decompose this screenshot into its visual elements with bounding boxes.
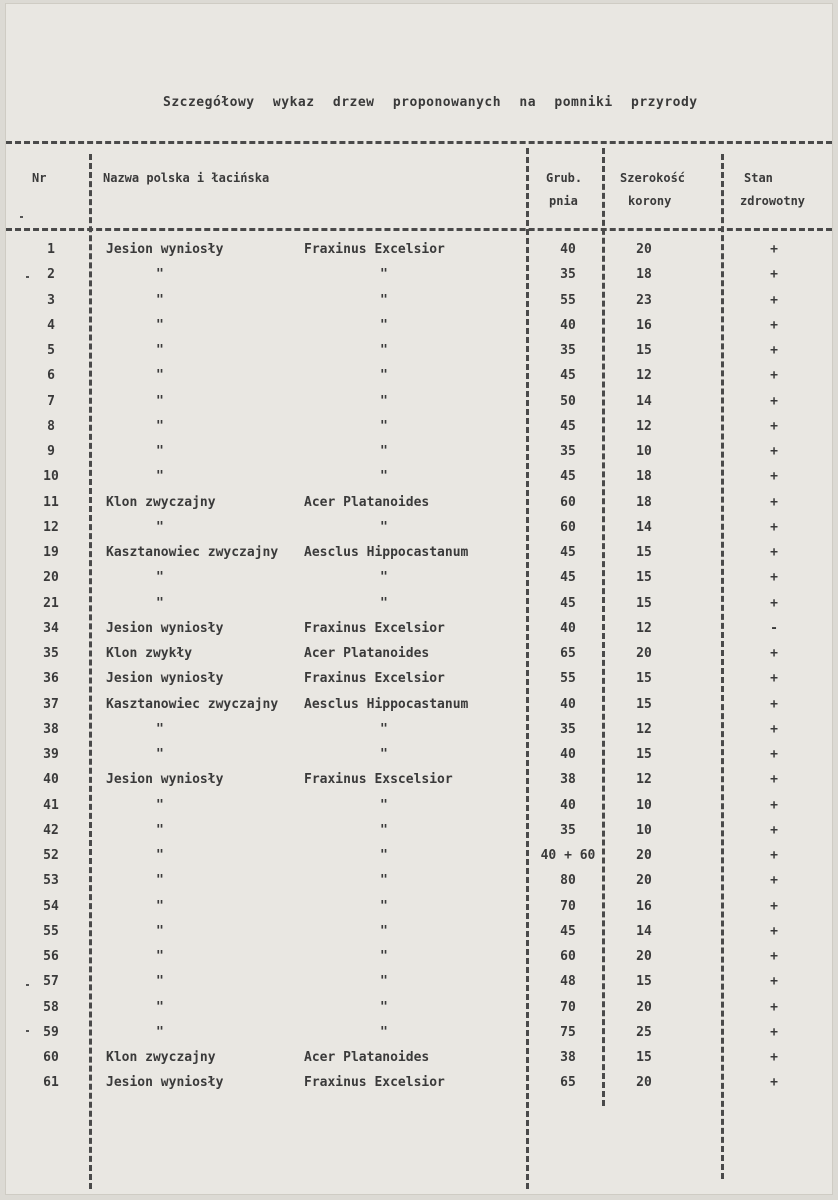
row-latin-name: Fraxinus Exscelsior — [304, 772, 453, 788]
row-polish-name: Klon zwyczajny — [106, 1050, 216, 1065]
row-polish-name: " — [156, 898, 164, 914]
row-polish-name: " — [156, 721, 164, 737]
row-crown-width: 15 — [636, 696, 652, 712]
table-row — [6, 823, 832, 848]
row-trunk-girth: 80 — [560, 873, 576, 889]
row-trunk-girth: 40 + 60 — [540, 848, 596, 863]
row-trunk-girth: 60 — [560, 949, 576, 964]
row-nr: 12 — [43, 519, 59, 535]
row-crown-width: 15 — [636, 747, 652, 762]
row-nr: 7 — [47, 393, 55, 409]
table-row — [6, 1000, 832, 1025]
row-trunk-girth: 45 — [560, 570, 576, 586]
row-nr: 42 — [43, 822, 59, 838]
row-latin-name: " — [380, 848, 388, 863]
table-row — [6, 848, 832, 873]
row-latin-name: " — [380, 469, 388, 485]
row-trunk-girth: 75 — [560, 1024, 576, 1040]
row-nr: 9 — [47, 444, 55, 459]
row-health-status: + — [770, 999, 778, 1015]
header-bottom-rule — [6, 228, 832, 231]
row-trunk-girth: 45 — [560, 545, 576, 560]
row-nr: 38 — [43, 721, 59, 737]
row-latin-name: " — [380, 317, 388, 333]
row-health-status: + — [770, 418, 778, 434]
row-crown-width: 15 — [636, 545, 652, 560]
row-latin-name: " — [380, 974, 388, 990]
table-row — [6, 949, 832, 974]
row-latin-name: " — [380, 595, 388, 611]
row-latin-name: " — [380, 267, 388, 283]
row-health-status: + — [770, 949, 778, 964]
row-nr: 5 — [47, 343, 55, 358]
row-nr: 19 — [43, 545, 59, 560]
row-health-status: - — [770, 620, 778, 636]
row-polish-name: " — [156, 317, 164, 333]
row-nr: 56 — [43, 949, 59, 964]
row-latin-name: " — [380, 393, 388, 409]
table-row — [6, 570, 832, 595]
row-health-status: + — [770, 1024, 778, 1040]
table-row — [6, 772, 832, 797]
row-polish-name: Kasztanowiec zwyczajny — [106, 696, 279, 712]
row-polish-name: " — [156, 292, 164, 308]
row-latin-name: " — [380, 418, 388, 434]
row-nr: 10 — [43, 469, 59, 485]
row-trunk-girth: 50 — [560, 393, 576, 409]
row-nr: 4 — [47, 317, 55, 333]
row-latin-name: " — [380, 343, 388, 358]
row-health-status: + — [770, 772, 778, 788]
row-crown-width: 15 — [636, 671, 652, 687]
row-polish-name: Jesion wyniosły — [106, 1075, 224, 1091]
row-nr: 59 — [43, 1024, 59, 1040]
row-nr: 21 — [43, 595, 59, 611]
row-crown-width: 14 — [636, 393, 652, 409]
table-row — [6, 394, 832, 419]
row-trunk-girth: 40 — [560, 620, 576, 636]
row-latin-name: " — [380, 747, 388, 762]
header-top-rule — [6, 141, 832, 144]
row-trunk-girth: 40 — [560, 696, 576, 712]
row-health-status: + — [770, 797, 778, 813]
row-latin-name: Fraxinus Excelsior — [304, 671, 445, 687]
table-row — [6, 495, 832, 520]
row-crown-width: 15 — [636, 343, 652, 358]
header-grub-line2: pnia — [549, 194, 578, 208]
header-stan-line1: Stan — [744, 171, 773, 185]
row-polish-name: " — [156, 418, 164, 434]
row-latin-name: " — [380, 292, 388, 308]
row-trunk-girth: 45 — [560, 595, 576, 611]
table-row — [6, 621, 832, 646]
table-row — [6, 318, 832, 343]
table-row — [6, 899, 832, 924]
row-nr: 54 — [43, 898, 59, 914]
row-health-status: + — [770, 343, 778, 358]
table-row — [6, 267, 832, 292]
row-health-status: + — [770, 848, 778, 863]
row-latin-name: " — [380, 923, 388, 939]
row-polish-name: Klon zwyczajny — [106, 494, 216, 510]
row-polish-name: " — [156, 747, 164, 762]
row-crown-width: 12 — [636, 368, 652, 384]
header-name: Nazwa polska i łacińska — [103, 171, 270, 185]
row-nr: 52 — [43, 848, 59, 863]
row-crown-width: 25 — [636, 1024, 652, 1040]
table-row — [6, 671, 832, 696]
row-latin-name: " — [380, 570, 388, 586]
row-trunk-girth: 35 — [560, 267, 576, 283]
row-health-status: + — [770, 317, 778, 333]
row-nr: 41 — [43, 797, 59, 813]
row-crown-width: 20 — [636, 646, 652, 661]
row-nr: 11 — [43, 494, 59, 510]
row-polish-name: " — [156, 519, 164, 535]
row-crown-width: 16 — [636, 317, 652, 333]
table-row — [6, 974, 832, 999]
row-polish-name: Klon zwykły — [106, 646, 193, 661]
row-nr: 20 — [43, 570, 59, 586]
row-crown-width: 18 — [636, 494, 652, 510]
row-crown-width: 12 — [636, 418, 652, 434]
row-health-status: + — [770, 570, 778, 586]
row-trunk-girth: 70 — [560, 999, 576, 1015]
row-health-status: + — [770, 898, 778, 914]
row-crown-width: 16 — [636, 898, 652, 914]
row-crown-width: 20 — [636, 242, 652, 257]
row-polish-name: " — [156, 999, 164, 1015]
row-crown-width: 10 — [636, 797, 652, 813]
row-latin-name: " — [380, 822, 388, 838]
row-trunk-girth: 40 — [560, 797, 576, 813]
row-trunk-girth: 60 — [560, 494, 576, 510]
row-nr: 1 — [47, 242, 55, 257]
row-crown-width: 14 — [636, 519, 652, 535]
row-crown-width: 23 — [636, 292, 652, 308]
row-trunk-girth: 48 — [560, 974, 576, 990]
row-latin-name: Acer Platanoides — [304, 1050, 430, 1065]
header-szer-line1: Szerokość — [620, 171, 686, 185]
row-polish-name: " — [156, 393, 164, 409]
row-crown-width: 15 — [636, 595, 652, 611]
row-latin-name: Fraxinus Excelsior — [304, 242, 445, 257]
row-health-status: + — [770, 974, 778, 990]
stray-mark — [26, 276, 29, 278]
stray-mark — [26, 984, 29, 986]
row-crown-width: 15 — [636, 1050, 652, 1065]
row-polish-name: " — [156, 923, 164, 939]
row-trunk-girth: 35 — [560, 822, 576, 838]
row-trunk-girth: 65 — [560, 646, 576, 661]
row-polish-name: Jesion wyniosły — [106, 772, 224, 788]
row-health-status: + — [770, 1075, 778, 1091]
table-row — [6, 1050, 832, 1075]
document-title: Szczegółowy wykaz drzew proponowanych na pomniki przyrody — [163, 95, 698, 110]
row-trunk-girth: 40 — [560, 242, 576, 257]
row-crown-width: 12 — [636, 620, 652, 636]
row-latin-name: " — [380, 444, 388, 459]
row-health-status: + — [770, 494, 778, 510]
row-trunk-girth: 45 — [560, 923, 576, 939]
row-health-status: + — [770, 519, 778, 535]
row-health-status: + — [770, 368, 778, 384]
table-row — [6, 545, 832, 570]
row-nr: 35 — [43, 646, 59, 661]
row-trunk-girth: 60 — [560, 519, 576, 535]
row-trunk-girth: 65 — [560, 1075, 576, 1091]
row-crown-width: 18 — [636, 267, 652, 283]
row-polish-name: " — [156, 368, 164, 384]
row-polish-name: " — [156, 595, 164, 611]
table-row — [6, 368, 832, 393]
row-polish-name: " — [156, 797, 164, 813]
table-row — [6, 242, 832, 267]
row-nr: 40 — [43, 772, 59, 788]
row-nr: 2 — [47, 267, 55, 283]
row-trunk-girth: 35 — [560, 343, 576, 358]
row-latin-name: " — [380, 1024, 388, 1040]
row-crown-width: 10 — [636, 822, 652, 838]
table-row — [6, 722, 832, 747]
row-latin-name: " — [380, 873, 388, 889]
table-row — [6, 747, 832, 772]
table-row — [6, 444, 832, 469]
row-health-status: + — [770, 393, 778, 409]
row-health-status: + — [770, 671, 778, 687]
row-crown-width: 20 — [636, 949, 652, 964]
row-crown-width: 18 — [636, 469, 652, 485]
row-latin-name: Aesclus Hippocastanum — [304, 545, 469, 560]
table-row — [6, 469, 832, 494]
row-health-status: + — [770, 469, 778, 485]
table-row — [6, 293, 832, 318]
row-health-status: + — [770, 822, 778, 838]
row-polish-name: " — [156, 949, 164, 964]
row-health-status: + — [770, 267, 778, 283]
table-row — [6, 343, 832, 368]
table-row — [6, 1075, 832, 1100]
table-row — [6, 873, 832, 898]
row-latin-name: Acer Platanoides — [304, 646, 430, 661]
document-page — [6, 4, 832, 1194]
row-polish-name: " — [156, 848, 164, 863]
row-trunk-girth: 40 — [560, 747, 576, 762]
row-nr: 61 — [43, 1075, 59, 1091]
row-polish-name: " — [156, 873, 164, 889]
row-trunk-girth: 45 — [560, 469, 576, 485]
row-polish-name: " — [156, 822, 164, 838]
row-polish-name: " — [156, 343, 164, 358]
row-latin-name: Aesclus Hippocastanum — [304, 696, 469, 712]
row-polish-name: Jesion wyniosły — [106, 620, 224, 636]
table-row — [6, 520, 832, 545]
row-trunk-girth: 55 — [560, 671, 576, 687]
row-latin-name: Fraxinus Excelsior — [304, 620, 445, 636]
row-trunk-girth: 45 — [560, 418, 576, 434]
row-crown-width: 15 — [636, 974, 652, 990]
stray-mark — [26, 1030, 29, 1032]
header-grub-line1: Grub. — [546, 171, 583, 185]
row-nr: 60 — [43, 1050, 59, 1065]
row-latin-name: " — [380, 721, 388, 737]
table-row — [6, 646, 832, 671]
row-trunk-girth: 35 — [560, 721, 576, 737]
stray-mark — [20, 216, 23, 218]
row-latin-name: " — [380, 519, 388, 535]
row-polish-name: " — [156, 469, 164, 485]
header-stan-line2: zdrowotny — [740, 194, 806, 208]
row-polish-name: " — [156, 1024, 164, 1040]
row-polish-name: " — [156, 974, 164, 990]
row-crown-width: 14 — [636, 923, 652, 939]
row-health-status: + — [770, 646, 778, 661]
row-polish-name: " — [156, 267, 164, 283]
row-health-status: + — [770, 444, 778, 459]
row-health-status: + — [770, 595, 778, 611]
row-health-status: + — [770, 1050, 778, 1065]
row-polish-name: " — [156, 444, 164, 459]
row-health-status: + — [770, 242, 778, 257]
table-row — [6, 596, 832, 621]
header-nr: Nr — [32, 171, 47, 185]
row-nr: 8 — [47, 418, 55, 434]
row-nr: 34 — [43, 620, 59, 636]
row-latin-name: Acer Platanoides — [304, 494, 430, 510]
row-nr: 53 — [43, 873, 59, 889]
row-health-status: + — [770, 721, 778, 737]
table-row — [6, 697, 832, 722]
row-nr: 58 — [43, 999, 59, 1015]
row-trunk-girth: 70 — [560, 898, 576, 914]
row-polish-name: Kasztanowiec zwyczajny — [106, 545, 279, 560]
row-trunk-girth: 40 — [560, 317, 576, 333]
row-nr: 6 — [47, 368, 55, 384]
row-crown-width: 10 — [636, 444, 652, 459]
row-trunk-girth: 35 — [560, 444, 576, 459]
header-szer-line2: korony — [628, 194, 672, 208]
row-latin-name: " — [380, 797, 388, 813]
row-latin-name: Fraxinus Excelsior — [304, 1075, 445, 1091]
row-crown-width: 12 — [636, 721, 652, 737]
row-trunk-girth: 45 — [560, 368, 576, 384]
row-health-status: + — [770, 747, 778, 762]
row-nr: 36 — [43, 671, 59, 687]
row-health-status: + — [770, 923, 778, 939]
row-crown-width: 20 — [636, 999, 652, 1015]
row-latin-name: " — [380, 898, 388, 914]
row-polish-name: Jesion wyniosły — [106, 671, 224, 687]
row-crown-width: 20 — [636, 848, 652, 863]
row-nr: 55 — [43, 923, 59, 939]
row-trunk-girth: 55 — [560, 292, 576, 308]
row-health-status: + — [770, 873, 778, 889]
row-nr: 37 — [43, 696, 59, 712]
row-polish-name: " — [156, 570, 164, 586]
row-latin-name: " — [380, 999, 388, 1015]
row-polish-name: Jesion wyniosły — [106, 242, 224, 257]
row-latin-name: " — [380, 368, 388, 384]
row-crown-width: 20 — [636, 1075, 652, 1091]
row-crown-width: 12 — [636, 772, 652, 788]
row-trunk-girth: 38 — [560, 1050, 576, 1065]
row-health-status: + — [770, 292, 778, 308]
row-nr: 3 — [47, 292, 55, 308]
table-row — [6, 798, 832, 823]
row-health-status: + — [770, 696, 778, 712]
row-latin-name: " — [380, 949, 388, 964]
table-row — [6, 1025, 832, 1050]
table-row — [6, 924, 832, 949]
row-trunk-girth: 38 — [560, 772, 576, 788]
row-crown-width: 20 — [636, 873, 652, 889]
row-nr: 57 — [43, 974, 59, 990]
row-nr: 39 — [43, 747, 59, 762]
table-row — [6, 419, 832, 444]
row-crown-width: 15 — [636, 570, 652, 586]
row-health-status: + — [770, 545, 778, 560]
